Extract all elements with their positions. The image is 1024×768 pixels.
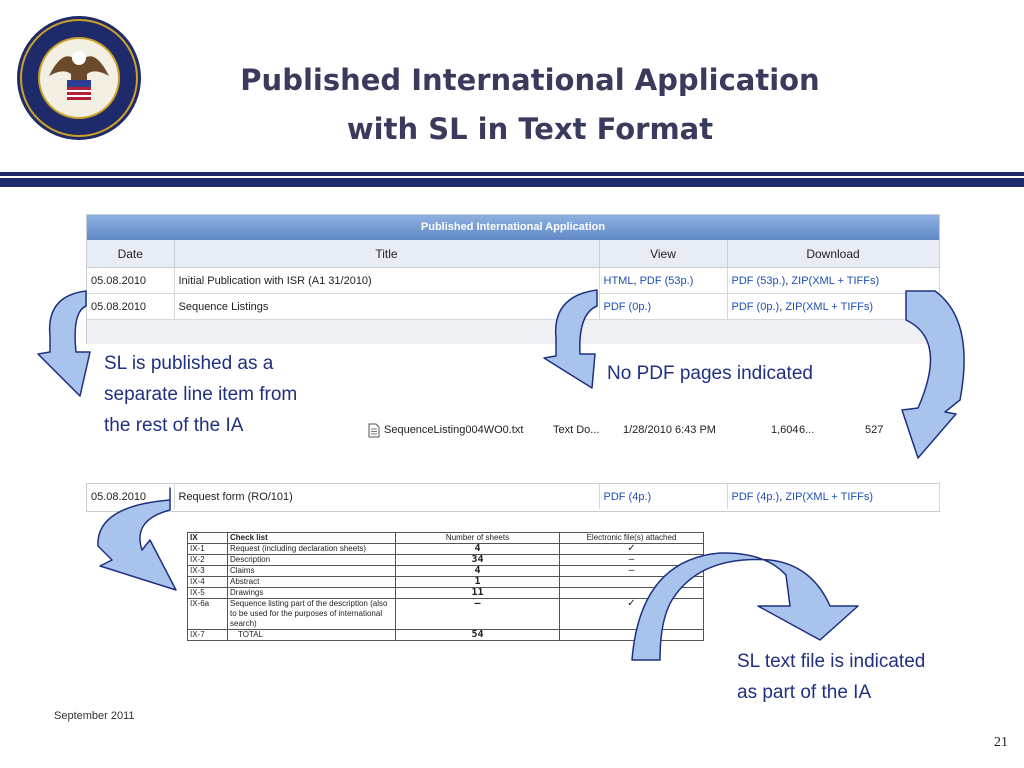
row-title: Request form (RO/101) [174,484,599,509]
checklist-sheets: 4 [396,566,560,577]
download-zip-link[interactable]: ZIP(XML + TIFFs) [785,490,874,503]
file-size: 1,604 [771,424,799,436]
checklist-id: IX-5 [188,588,228,599]
note-line: SL text file is indicated [737,651,926,672]
file-modified: 1/28/2010 6:43 PM [623,424,716,436]
link-separator: , [779,490,786,503]
checklist-efile: ✓ [560,599,704,630]
row-date: 05.08.2010 [87,268,174,294]
link-separator: , [633,274,640,287]
download-pdf-link[interactable]: PDF (4p.) [731,490,780,503]
checklist-sheets: 11 [396,588,560,599]
checklist-header-sheets: Number of sheets [396,533,560,544]
curved-arrow-icon [902,291,964,458]
panel-header: Published International Application [87,215,939,240]
checklist-item: Abstract [228,577,396,588]
view-pdf-link[interactable]: PDF (53p.) [639,274,694,287]
checklist-item: TOTAL [228,630,396,641]
checklist-id: IX-1 [188,544,228,555]
view-pdf-link[interactable]: PDF (0p.) [603,300,652,313]
checklist-header-item: Check list [228,533,396,544]
curved-arrow-icon [98,488,176,590]
note-line: SL is published as a [104,353,274,374]
checklist-item: Sequence listing part of the description (also to be used for the purposes of international search) [228,599,396,630]
checklist-sheets: 4 [396,544,560,555]
curved-arrow-icon [38,291,90,396]
checklist-id: IX-7 [188,630,228,641]
checklist-sheets: 34 [396,555,560,566]
checklist-item: Claims [228,566,396,577]
download-zip-link[interactable]: ZIP(XML + TIFFs) [785,300,874,313]
column-header-download[interactable]: Download [727,240,939,268]
note-line: the rest of the IA [104,415,244,436]
checklist-sheets: 54 [396,630,560,641]
column-header-title[interactable]: Title [174,240,599,268]
file-column-5: 6... [799,424,815,436]
link-separator: , [785,274,792,287]
checklist-item: Drawings [228,588,396,599]
curved-arrow-icon [544,290,597,388]
checklist-id: IX-3 [188,566,228,577]
checklist-item: Request (including declaration sheets) [228,544,396,555]
checklist-id: IX-4 [188,577,228,588]
download-pdf-link[interactable]: PDF (0p.) [731,300,780,313]
checklist-id: IX-6a [188,599,228,630]
row-date: 05.08.2010 [87,484,174,509]
checklist-header-efile: Electronic file(s) attached [560,533,704,544]
note-no-pdf-pages: No PDF pages indicated [607,363,813,384]
download-pdf-link[interactable]: PDF (53p.) [731,274,786,287]
title-line-2: with SL in Text Format [346,112,714,146]
checklist-sheets: – [396,599,560,630]
title-line-1: Published International Application [240,63,820,97]
checklist-efile: ✓ [560,544,704,555]
checklist-efile: – [560,566,704,577]
curved-arrow-icon [632,553,858,660]
view-pdf-link[interactable]: PDF (4p.) [603,490,652,503]
row-date: 05.08.2010 [87,294,174,320]
checklist-id: IX-2 [188,555,228,566]
checklist-sheets: 1 [396,577,560,588]
checklist-header-ix: IX [188,533,228,544]
file-type: Text Do... [553,424,600,436]
link-separator: , [779,300,786,313]
note-line: separate line item from [104,384,298,405]
view-html-link[interactable]: HTML [603,274,634,287]
file-name: SequenceListing004WO0.txt [384,424,524,436]
checklist-efile: – [560,555,704,566]
download-zip-link[interactable]: ZIP(XML + TIFFs) [791,274,880,287]
note-line: as part of the IA [737,682,872,703]
file-column-6: 527 [865,424,884,436]
column-header-date[interactable]: Date [87,240,174,268]
column-header-view[interactable]: View [599,240,727,268]
row-title: Sequence Listings [174,294,599,320]
page-number: 21 [994,735,1008,750]
checklist-item: Description [228,555,396,566]
row-title: Initial Publication with ISR (A1 31/2010) [174,268,599,294]
footer-date: September 2011 [54,710,135,722]
